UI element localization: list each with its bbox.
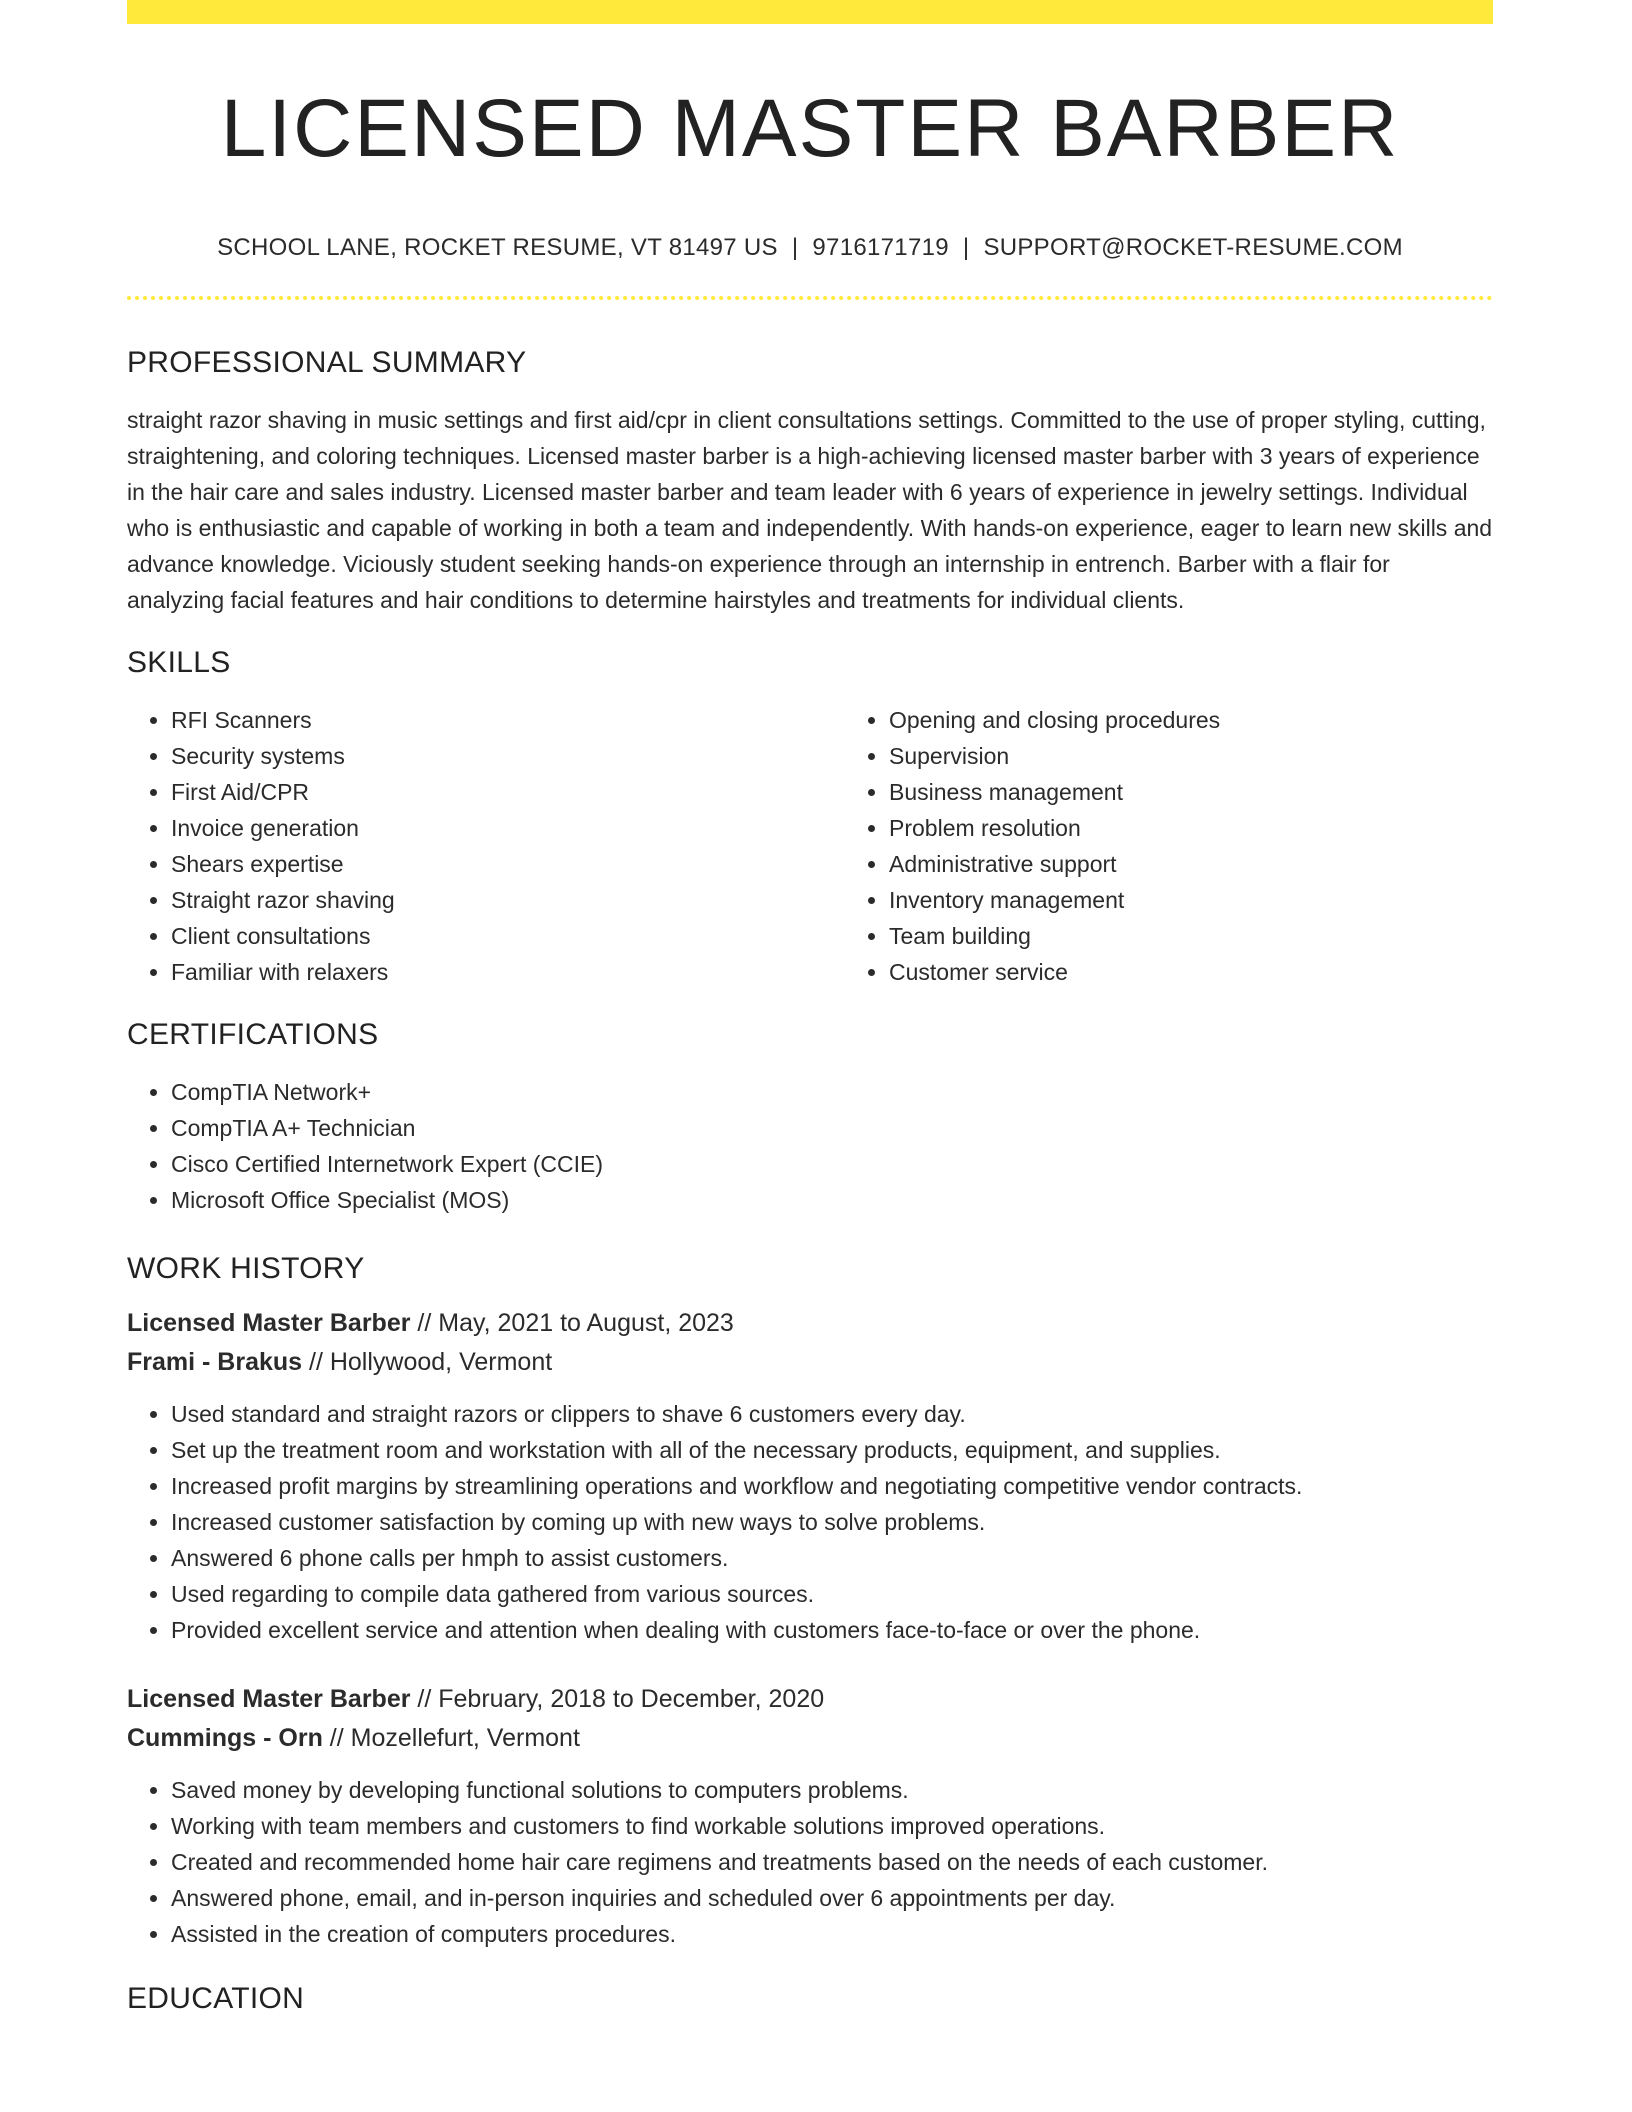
skill-item: • Security systems <box>171 738 845 774</box>
summary-heading: PROFESSIONAL SUMMARY <box>127 346 527 379</box>
skill-item: • RFI Scanners <box>171 702 845 738</box>
skill-item: • Business management <box>889 774 1563 810</box>
job-bullet: • Created and recommended home hair care regimens and treatments based on the needs of each customer. <box>171 1844 1493 1880</box>
job-bullet: • Used regarding to compile data gathered from various sources. <box>171 1576 1493 1612</box>
job-title-line <box>127 1304 1493 1343</box>
job-bullet: • Increased customer satisfaction by coming up with new ways to solve problems. <box>171 1504 1493 1540</box>
job-bullets <box>127 1772 1493 1952</box>
job-bullet: • Used standard and straight razors or clippers to shave 6 customers every day. <box>171 1396 1493 1432</box>
skill-item: • Familiar with relaxers <box>171 954 845 990</box>
job-bullet: • Working with team members and customers to find workable solutions improved operations. <box>171 1808 1493 1844</box>
skills-column-left <box>127 702 845 990</box>
job-title: Licensed Master Barber <box>127 1685 411 1713</box>
contact-line <box>127 234 1493 262</box>
job-company-line <box>127 1343 1493 1382</box>
skill-item: • Shears expertise <box>171 846 845 882</box>
job-bullet: • Increased profit margins by streamlining operations and workflow and negotiating competitive vendor contracts. <box>171 1468 1493 1504</box>
skill-item: • Team building <box>889 918 1563 954</box>
job-title: Licensed Master Barber <box>127 1309 411 1337</box>
skill-item: • Supervision <box>889 738 1563 774</box>
job-entry <box>127 1304 1493 1648</box>
skills-column-right <box>845 702 1563 990</box>
job-bullet: • Assisted in the creation of computers procedures. <box>171 1916 1493 1952</box>
job-title-line <box>127 1680 1493 1719</box>
job-bullet: • Answered 6 phone calls per hmph to assist customers. <box>171 1540 1493 1576</box>
page-title: LICENSED MASTER BARBER <box>220 83 1400 174</box>
job-bullet: • Provided excellent service and attention when dealing with customers face-to-face or over the phone. <box>171 1612 1493 1648</box>
skill-item: • Problem resolution <box>889 810 1563 846</box>
skill-item: • Invoice generation <box>171 810 845 846</box>
job-company-line <box>127 1719 1493 1758</box>
job-entry <box>127 1680 1493 1952</box>
skill-item: • Straight razor shaving <box>171 882 845 918</box>
contact-email: SUPPORT@ROCKET-RESUME.COM <box>983 234 1403 261</box>
skill-item: • Inventory management <box>889 882 1563 918</box>
certification-item: • Cisco Certified Internetwork Expert (CCIE) <box>171 1146 1493 1182</box>
contact-phone: 9716171719 <box>812 234 949 261</box>
job-company: Cummings - Orn <box>127 1724 323 1752</box>
work-history-heading: WORK HISTORY <box>127 1252 365 1285</box>
skill-item: • First Aid/CPR <box>171 774 845 810</box>
skill-item: • Opening and closing procedures <box>889 702 1563 738</box>
skill-item: • Customer service <box>889 954 1563 990</box>
certification-item: • Microsoft Office Specialist (MOS) <box>171 1182 1493 1218</box>
job-bullet: • Answered phone, email, and in-person inquiries and scheduled over 6 appointments per day. <box>171 1880 1493 1916</box>
dotted-divider <box>127 296 1493 300</box>
job-dates: // February, 2018 to December, 2020 <box>417 1685 825 1713</box>
job-bullet: • Saved money by developing functional solutions to computers problems. <box>171 1772 1493 1808</box>
job-company: Frami - Brakus <box>127 1348 303 1376</box>
job-location: // Mozellefurt, Vermont <box>329 1724 580 1752</box>
job-dates: // May, 2021 to August, 2023 <box>417 1309 734 1337</box>
certification-item: • CompTIA A+ Technician <box>171 1110 1493 1146</box>
contact-separator: | <box>962 234 970 261</box>
job-location: // Hollywood, Vermont <box>309 1348 553 1376</box>
contact-separator: | <box>791 234 799 261</box>
certifications-list <box>127 1074 1493 1218</box>
summary-text: straight razor shaving in music settings and first aid/cpr in client consultations settings. Committed to the use of proper styling, cutting, straightening, and coloring techniques. Licensed master barber is a high-achieving licensed master barber with 3 years of experience in the hair care and sales industry. Licensed master barber and team leader with 6 years of experience in jewelry settings. Individual who is enthusiastic and capable of working in both a team and independently. With hands-on experience, eager to learn new skills and advance knowledge. Viciously student seeking hands-on experience through an internship in entrench. Barber with a flair for analyzing facial features and hair conditions to determine hairstyles and treatments for individual clients. <box>127 407 1493 613</box>
job-bullet: • Set up the treatment room and workstation with all of the necessary products, equipment, and supplies. <box>171 1432 1493 1468</box>
skills-list <box>127 702 1493 990</box>
certifications-heading: CERTIFICATIONS <box>127 1018 379 1051</box>
resume-page <box>127 0 1493 2016</box>
certification-item: • CompTIA Network+ <box>171 1074 1493 1110</box>
education-heading: EDUCATION <box>127 1982 305 2015</box>
skill-item: • Client consultations <box>171 918 845 954</box>
accent-top-bar <box>127 0 1493 24</box>
skills-heading: SKILLS <box>127 646 231 679</box>
skill-item: • Administrative support <box>889 846 1563 882</box>
job-bullets <box>127 1396 1493 1648</box>
contact-address: SCHOOL LANE, ROCKET RESUME, VT 81497 US <box>217 234 778 261</box>
